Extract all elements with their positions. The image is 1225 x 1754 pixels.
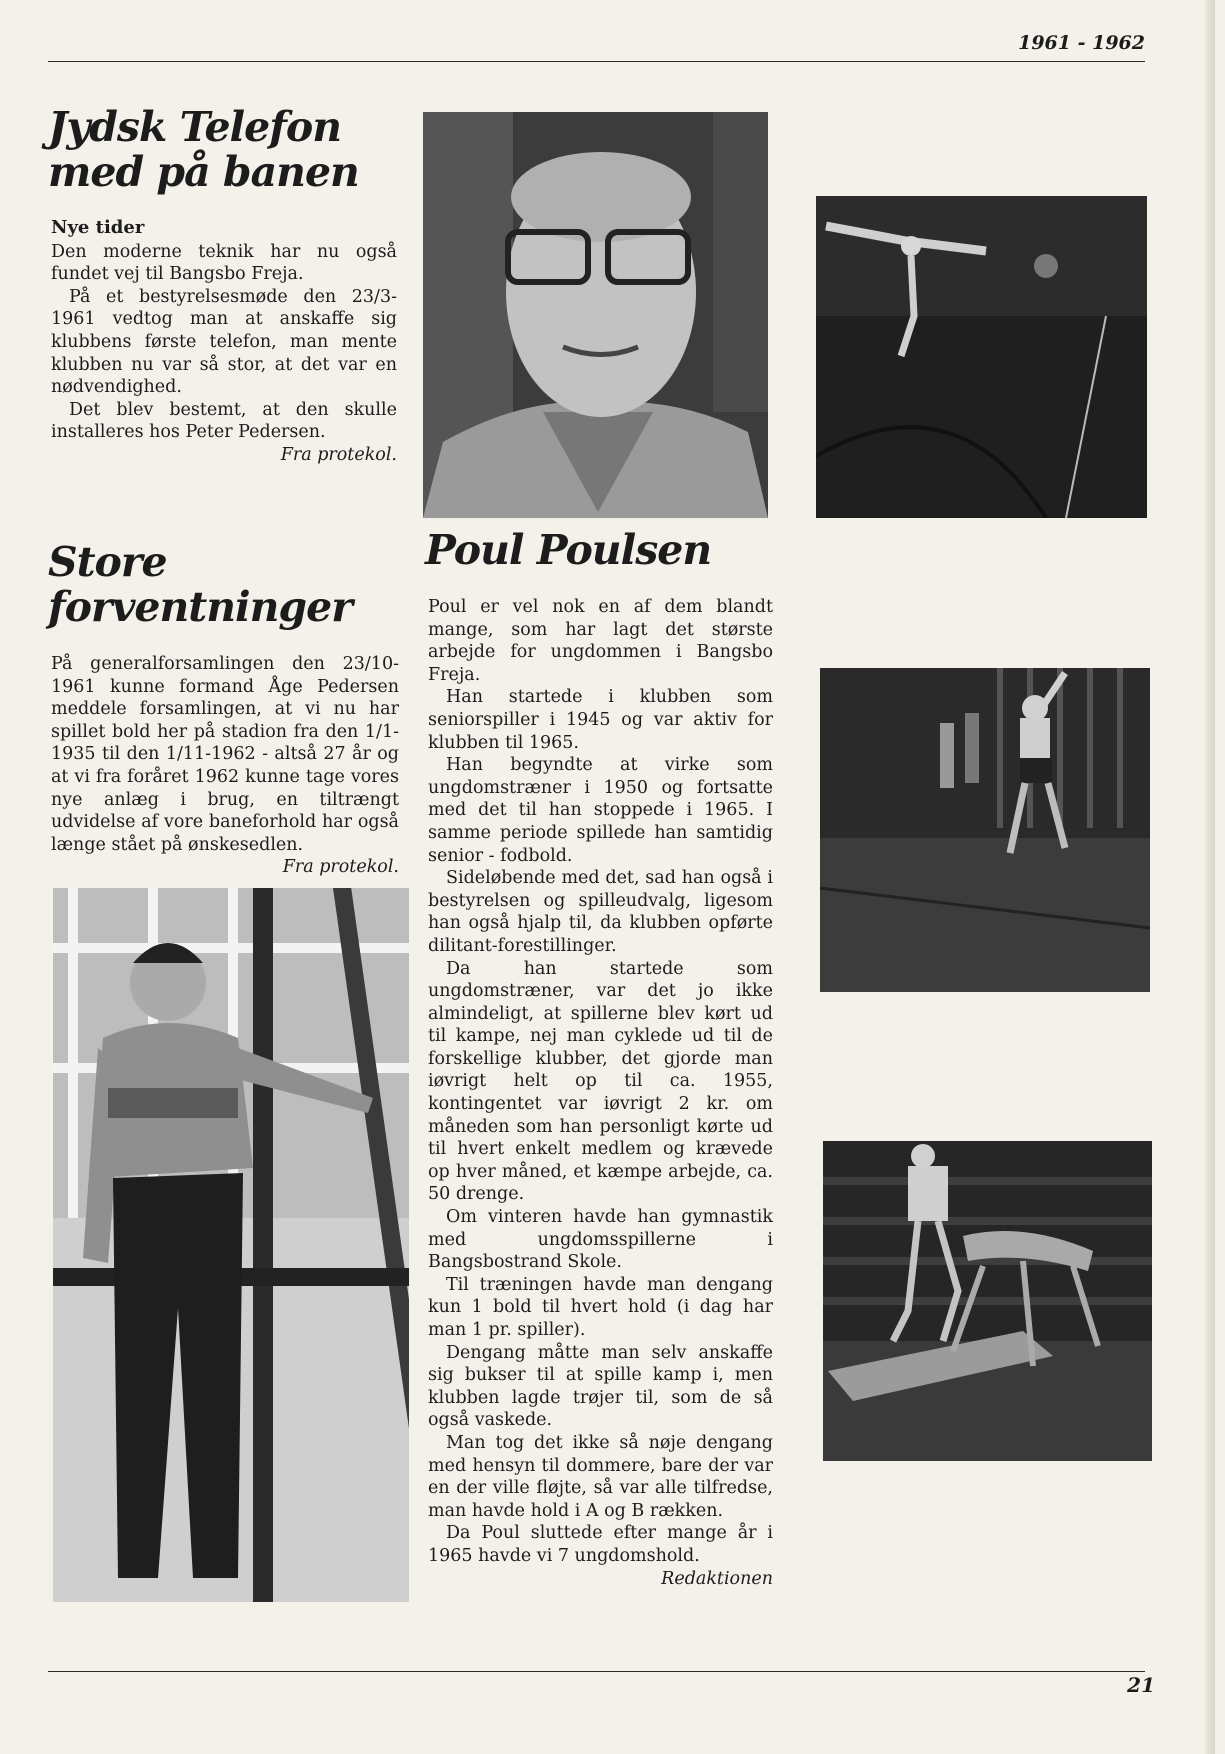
photo-gymnastics-stretch — [820, 668, 1150, 992]
paragraph: På generalforsamlingen den 23/10-1961 kunne formand Åge Pedersen meddele forsamlingen, at vi nu har spillet bold her på stadion fra den 1/1-1935 til den 1/11-1962 - altså 27 år og at vi fra foråret 1962 kunne tage vores nye anlæg i brug, en tiltrængt udvidelse af vore baneforhold har også længe stået på ønskesedlen. — [51, 654, 399, 855]
article-poul-poulsen — [428, 596, 773, 1590]
paragraph: Da han startede som ungdomstræner, var det jo ikke almindeligt, at spillerne blev kørt ud til kampe, nej man cyklede ud til de forskellige klubber, det gjorde man iøvrigt helt op til ca. 1955, kontingentet var iøvrigt 2 kr. om måneden som han personligt kørte ud til hvert enkelt medlem og krævede op hver måned, et kæmpe arbejde, ca. 50 drenge. — [428, 958, 773, 1205]
headline-line: forventninger — [48, 583, 352, 632]
headline-line: Jydsk Telefon — [48, 103, 341, 151]
signature: Redaktionen — [661, 1568, 773, 1589]
subheading: Nye tider — [51, 217, 145, 238]
paragraph: På et bestyrelsesmøde den 23/3-1961 vedtog man at anskaffe sig klubbens første telefon, man mente klubben nu var så stor, at det var en nødvendighed. — [51, 286, 397, 398]
headline-poul-poulsen: Poul Poulsen — [425, 526, 712, 574]
paragraph: Det blev bestemt, at den skulle installeres hos Peter Pedersen. — [51, 399, 397, 443]
paragraph: Poul er vel nok en af dem blandt mange, som har lagt det største arbejde for ungdommen i Bangsbo Freja. — [428, 597, 773, 685]
paragraph: Han begyndte at virke som ungdomstræner i 1950 og fortsatte med det til han stoppede i 1965. I samme periode spillede han samtidig senior - fodbold. — [428, 755, 773, 866]
paragraph: Dengang måtte man selv anskaffe sig bukser til at spille kamp i, men klubben lagde trøjer til, som de så også vaskede. — [428, 1342, 773, 1431]
source-note: Fra protekol. — [280, 444, 397, 465]
paragraph: Den moderne teknik har nu også fundet vej til Bangsbo Freja. — [51, 241, 397, 285]
facing-page-edge — [1205, 0, 1215, 1754]
photo-gymnastics-balance — [816, 196, 1147, 518]
paragraph: Sideløbende med det, sad han også i bestyrelsen og spilleudvalg, ligesom han også hjalp til, da klubben opførte dilitant-forestillinger. — [428, 868, 773, 956]
paragraph: Da Poul sluttede efter mange år i 1965 havde vi 7 ungdomshold. — [428, 1523, 773, 1566]
page-number: 21 — [1127, 1673, 1155, 1697]
paragraph: Til træningen havde man dengang kun 1 bold til hvert hold (i dag har man 1 pr. spiller). — [428, 1274, 773, 1340]
paragraph: Om vinteren havde han gymnastik med ungdomsspillerne i Bangsbostrand Skole. — [428, 1207, 773, 1273]
headline-store-forventninger — [48, 540, 352, 630]
article-store-forventninger — [51, 653, 399, 879]
footer-rule — [48, 1671, 1145, 1672]
headline-jydsk-telefon — [48, 105, 359, 195]
paragraph: Han startede i klubben som seniorspiller i 1945 og var aktiv for klubben til 1965. — [428, 687, 773, 753]
headline-line: med på banen — [48, 148, 359, 197]
photo-gymnastics-vault — [823, 1141, 1152, 1461]
headline-line: Store — [48, 538, 167, 586]
portrait-photo-poul-poulsen — [423, 112, 768, 518]
header-year: 1961 - 1962 — [1018, 32, 1145, 54]
photo-man-on-stage — [53, 888, 409, 1602]
header-rule — [48, 61, 1145, 62]
article-jydsk-telefon — [51, 217, 397, 467]
paragraph: Man tog det ikke så nøje dengang med hensyn til dommere, bare der var en der ville fløjte, så var alle tilfredse, man havde hold i A og B rækken. — [428, 1432, 773, 1521]
source-note: Fra protekol. — [282, 857, 399, 878]
